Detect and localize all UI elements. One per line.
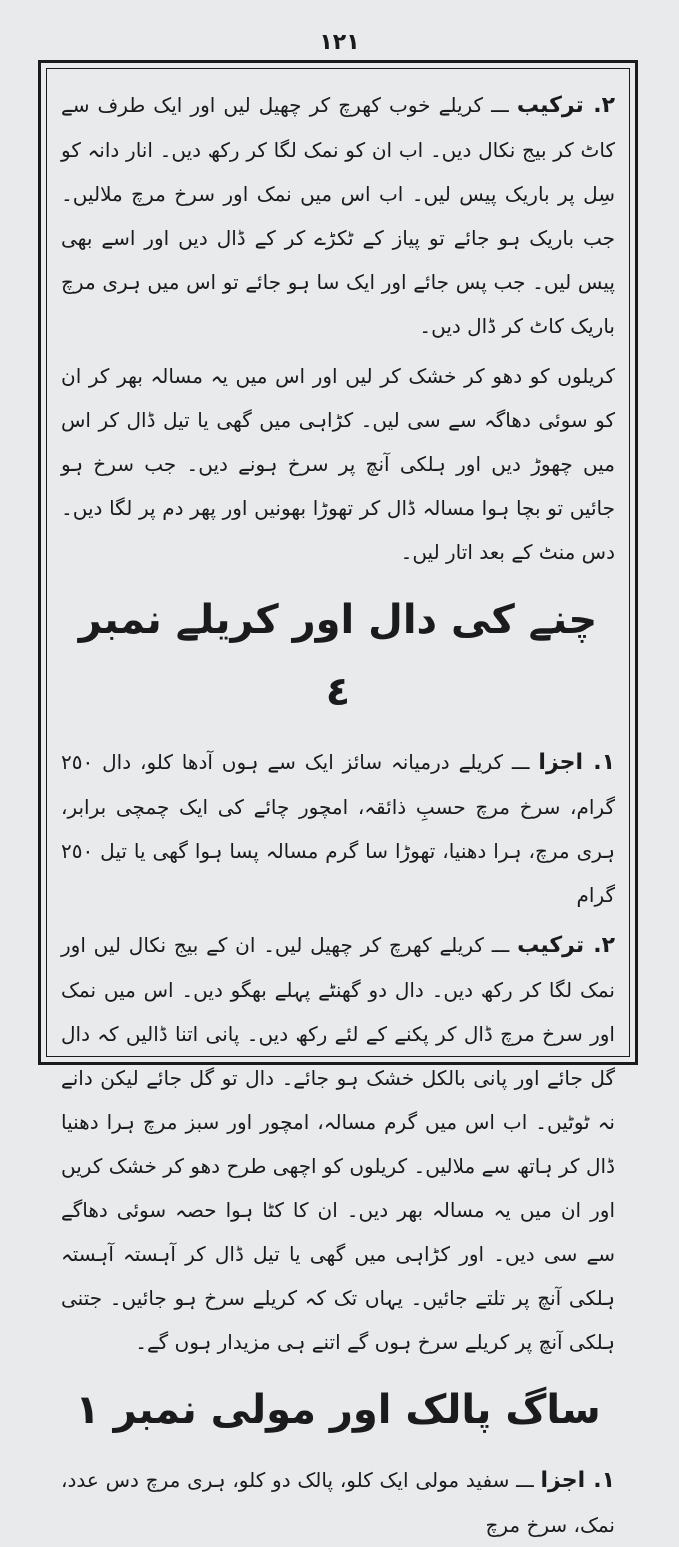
karele-method-paragraph xyxy=(61,83,615,348)
ingredients-label: ١. اجزا xyxy=(538,750,616,775)
page-content-area xyxy=(46,68,630,1537)
saag-ingredients xyxy=(61,1458,615,1547)
chane-dal-method xyxy=(61,923,615,1364)
karele-method-paragraph-2: کریلوں کو دھو کر خشک کر لیں اور اس میں یہ مسالہ بھر کر ان کو سوئی دھاگہ سے سی لیں۔ کڑاہی میں گھی یا تیل ڈال کر اس میں چھوڑ دیں اور ہلکی آنچ پر سرخ ہونے دیں۔ جب سرخ ہو جائیں تو بچا ہوا مسالہ ڈال کر تھوڑا بھونیں اور پھر دم پر لگا دیں۔ دس منٹ کے بعد اتار لیں۔ xyxy=(61,364,615,564)
page-border xyxy=(38,60,638,1537)
method-label: ٢. ترکیب xyxy=(516,93,615,118)
method-label: ٢. ترکیب xyxy=(517,933,615,958)
page-number: ١٢١ xyxy=(319,30,360,55)
ingredients-text: ـــ سفید مولی ایک کلو، پالک دو کلو، ہری مرچ دس عدد، نمک، سرخ مرچ xyxy=(61,1468,615,1537)
method-text: ـــ کریلے خوب کھرچ کر چھیل لیں اور ایک طرف سے کاٹ کر بیج نکال دیں۔ اب ان کو نمک لگا کر رکھ دیں۔ انار دانہ کو سِل پر باریک پیس لیں۔ اب اس میں نمک اور سرخ مرچ ملالیں۔ جب باریک ہو جائے تو پیاز کے ٹکڑے کر کے ڈال دیں اور اسے بھی پیس لیں۔ جب پس جائے اور ایک سا ہو جائے تو اس میں ہری مرچ باریک کاٹ کر ڈال دیں۔ xyxy=(61,93,615,338)
section-heading-saag: ساگ پالک اور مولی نمبر ١ xyxy=(75,1387,601,1433)
chane-dal-ingredients xyxy=(61,740,615,917)
method-text: ـــ کریلے کھرچ کر چھیل لیں۔ ان کے بیج نکال لیں اور نمک لگا کر رکھ دیں۔ دال دو گھنٹے پہلے بھگو دیں۔ اس میں نمک اور سرخ مرچ ڈال کر پکنے کے لئے رکھ دیں۔ پانی اتنا ڈالیں کہ دال گل جائے اور پانی بالکل خشک ہو جائے۔ دال تو گل جائے لیکن دانے نہ ٹوٹیں۔ اب اس میں گرم مسالہ، امچور اور سبز مرچ ہرا دھنیا ڈال کر ہاتھ سے ملالیں۔ کریلوں کو اچھی طرح دھو کر خشک کریں اور ان میں یہ مسالہ بھر دیں۔ ان کا کٹا ہوا حصہ سوئی دھاگے سے سی دیں۔ اور کڑاہی میں گھی یا تیل ڈال کر آہستہ آہستہ ہلکی آنچ پر تلتے جائیں۔ یہاں تک کہ کریلے سرخ ہو جائیں۔ جتنی ہلکی آنچ پر کریلے سرخ ہوں گے اتنے ہی مزیدار ہوں گے۔ xyxy=(61,933,615,1354)
ingredients-label: ١. اجزا xyxy=(540,1468,616,1493)
section-heading-chane-dal: چنے کی دال اور کریلے نمبر ٤ xyxy=(78,597,598,715)
ingredients-text: ـــ کریلے درمیانہ سائز ایک سے ہوں آدھا کلو، دال ٢٥٠ گرام، سرخ مرچ حسبِ ذائقہ، امچور چائے کی ایک چمچی برابر، ہری مرچ، ہرا دھنیا، تھوڑا سا گرم مسالہ پسا ہوا گھی یا تیل ٢٥٠ گرام xyxy=(61,750,615,907)
